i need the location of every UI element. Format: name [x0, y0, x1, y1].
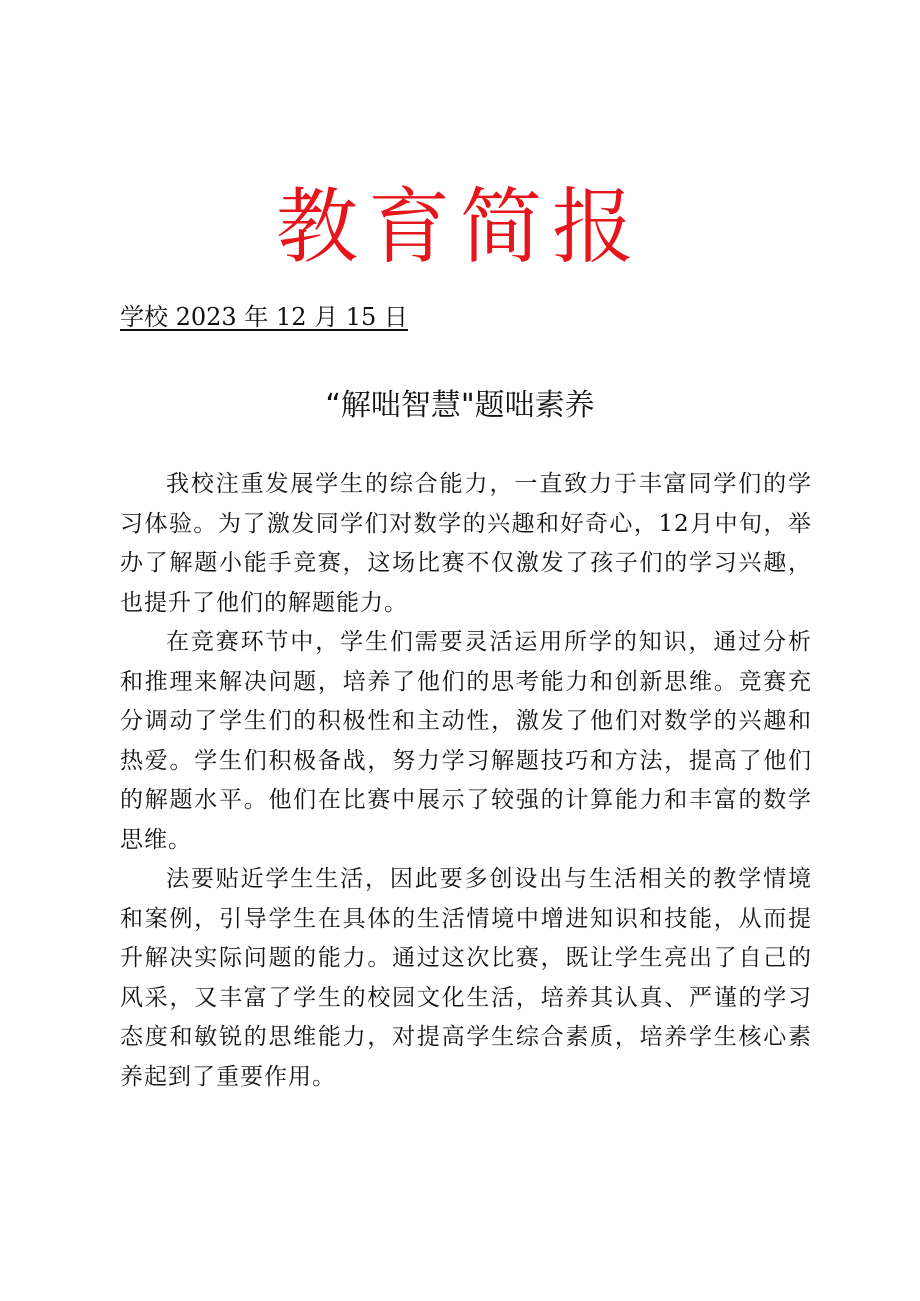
- article-paragraph-2: 在竞赛环节中，学生们需要灵活运用所学的知识，通过分析和推理来解决问题，培养了他们的思考能力和创新思维。竞赛充分调动了学生们的积极性和主动性，激发了他们对数学的兴趣和热爱。学生们积极备战，努力学习解题技巧和方法，提高了他们的解题水平。他们在比赛中展示了较强的计算能力和丰富的数学思维。: [120, 629, 812, 853]
- article-paragraph-3: 法要贴近学生生活，因此要多创设出与生活相关的教学情境和案例，引导学生在具体的生活情境中增进知识和技能，从而提升解决实际问题的能力。通过这次比赛，既让学生亮出了自己的风采，又丰富了学生的校园文化生活，培养其认真、严谨的学习态度和敏锐的思维能力，对提高学生综合素质，培养学生核心素养起到了重要作用。: [120, 866, 812, 1090]
- dateline: 学校 2023 年 12 月 15 日: [120, 303, 408, 331]
- article-title: “解咄智慧"题咄素养: [325, 388, 595, 423]
- article-paragraph-1: 我校注重发展学生的综合能力，一直致力于丰富同学们的学习体验。为了激发同学们对数学的兴趣和好奇心，12月中旬，举办了解题小能手竞赛，这场比赛不仅激发了孩子们的学习兴趣，也提升了他们的解题能力。: [120, 471, 812, 616]
- masthead-title: 教育简报: [275, 180, 644, 275]
- article-body: [120, 465, 812, 1097]
